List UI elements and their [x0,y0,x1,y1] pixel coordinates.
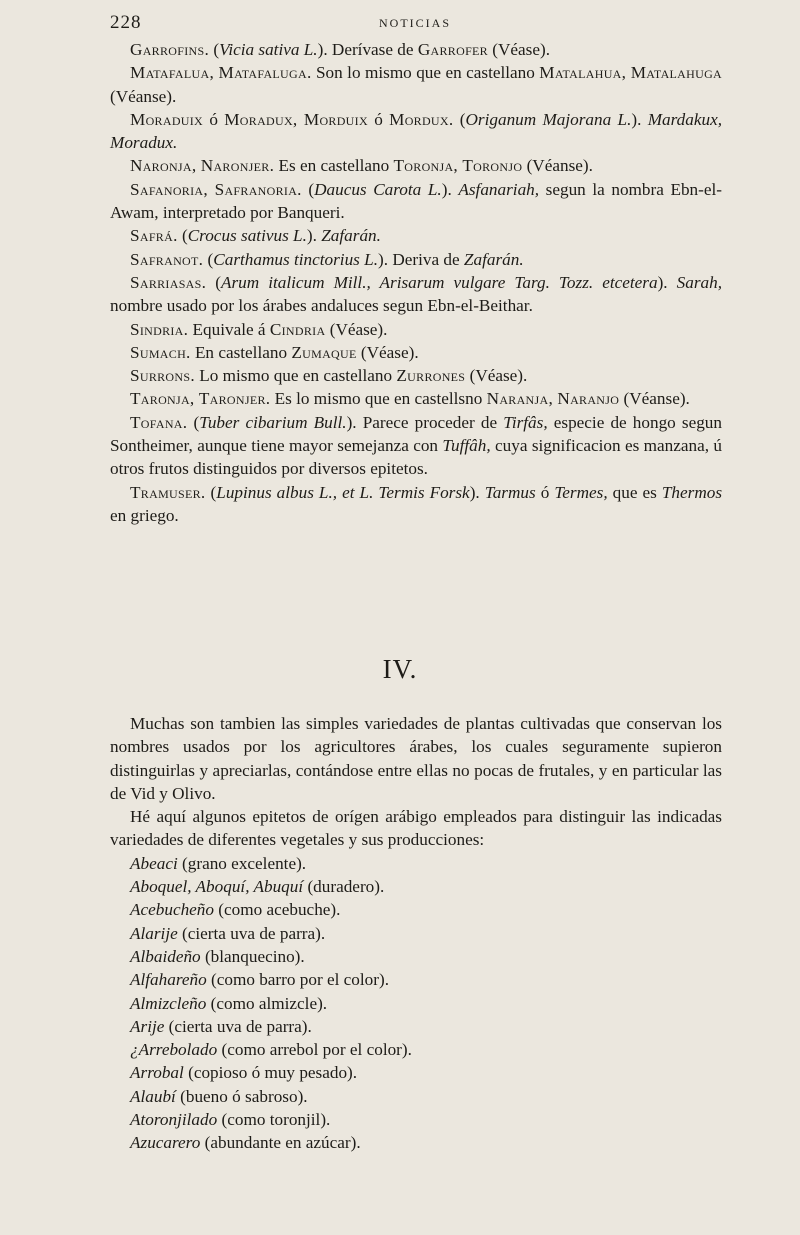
entry-headword: Sindria. [130,319,189,339]
glossary-entry [110,108,722,155]
italic-term: Sarah, [676,272,722,292]
glossary-entry [110,154,722,177]
cross-reference: Matalahuga [630,63,723,83]
italic-term: Tirfâs, [503,412,548,432]
entry-headword: Tofana. [130,412,188,432]
entry-headword: Sarriasas. [130,272,207,292]
page-header [110,12,720,38]
italic-term: Carthamus tinctorius L. [213,249,379,269]
entry-headword: Taronja, [130,389,195,409]
entry-text: ). Derívase de [317,40,418,59]
italic-term: Origanum Majorana L. [465,109,632,129]
entry-text [208,180,215,199]
cross-reference: Toronjo [462,156,523,176]
cross-reference: Zumaque [291,342,357,362]
epithet-term: Abeaci [130,853,178,873]
cross-reference: Moradux, [224,109,298,129]
cross-reference: Garrofer [417,40,488,59]
paragraph: Muchas son tambien las simples variedades de plantas cultivadas que conservan los nombres usados por los agricultores árabes, los cuales seguramente supieron distinguirlas y apreciarlas, contándose entre ellas no pocas de frutales, y en particular las de Vid y Olivo. [110,714,722,803]
glossary-entry [110,224,722,247]
entry-text: cuya significacion es manzana, ú otros frutos distinguidos por diversos epitetos. [110,436,723,479]
paragraph: Hé aquí algunos epitetos de orígen arábigo empleados para distinguir las indicadas variedades de diferentes vegetales y sus producciones: [110,807,722,850]
italic-term: Zafarán. [321,226,381,246]
epithet-gloss: (cierta uva de parra). [177,923,326,943]
entry-text: nombre usado por los árabes andaluces segun Ebn-el-Beithar. [110,296,533,316]
epithet-item [110,852,722,875]
epithet-gloss: (blanquecino). [200,946,305,966]
epithet-item [110,945,722,968]
cross-reference: Matalahua, [539,63,627,83]
glossary-entries [110,38,722,527]
entry-text: en griego. [110,505,179,525]
epithet-term: Alfahareño [130,970,207,990]
glossary-entry [110,481,722,528]
entry-headword: Tramuser. [130,482,206,502]
epithet-item [110,898,722,921]
epithet-gloss: (como barro por el color). [206,970,390,990]
glossary-entry [110,61,722,108]
epithet-term: Alaubí [130,1086,176,1106]
italic-term: Vicia sativa L. [219,40,318,59]
italic-term: Tuber cibarium Bull. [199,412,347,432]
entry-text: ó [535,482,555,502]
epithet-item [110,875,722,898]
entry-text: ). [631,109,648,129]
cross-reference: Naranjo [557,389,620,409]
glossary-entry [110,387,722,410]
entry-headword: Moraduix [130,109,204,129]
cross-reference: Naronjer. [200,156,275,176]
epithet-gloss: (como acebuche). [213,900,341,920]
epithet-term: Acebucheño [130,900,214,920]
epithet-item [110,1038,722,1061]
epithet-gloss: (como toronjil). [217,1110,331,1130]
epithet-item [110,922,722,945]
entry-text: (Véase). [325,319,388,339]
entry-text: (Véanse). [522,156,593,176]
epithet-gloss: (cierta uva de parra). [164,1016,312,1036]
entry-text: ó [367,109,390,129]
page-number: 228 [110,12,142,33]
entry-text: Es en castellano [274,156,394,176]
entry-headword: Safanoria, [130,179,208,199]
entry-text: ). [306,226,322,246]
cross-reference: Morduix [303,109,368,129]
glossary-entry [110,38,722,61]
entry-text: (Véase). [487,40,551,59]
entry-text: ( [453,109,466,129]
epithet-term: Azucarero [130,1133,201,1153]
italic-term: Tarmus [484,482,536,502]
entry-text: segun la nombra Ebn-el-Awam, interpretado por Banqueri. [110,179,723,223]
epithet-item [110,1085,722,1108]
italic-term: Termes, [554,482,608,502]
entry-headword: Sumach. [130,342,191,362]
entry-text: ó [203,109,225,129]
epithet-gloss: (grano excelente). [177,853,307,873]
epithet-item [110,992,722,1015]
glossary-entry [110,318,722,341]
epithet-term: Arije [130,1016,165,1036]
cross-reference: Safranoria. [214,179,302,199]
epithet-term: Atoronjilado [130,1110,218,1130]
entry-text: ( [209,40,220,59]
italic-term: Thermos [661,482,723,502]
epithet-item [110,1131,722,1154]
italic-term: Daucus Carota L. [314,179,442,199]
epithet-gloss: (abundante en azúcar). [200,1133,361,1153]
entry-text: (Véanse). [110,86,177,106]
italic-term: Asfanariah, [458,179,540,199]
epithet-item [110,1015,722,1038]
entry-text: ). [657,272,677,292]
italic-term: Arum italicum Mill., Arisarum vulgare Targ. Tozz. etcetera [220,272,658,292]
cross-reference: Cindria [269,319,326,339]
cross-reference: Taronjer. [198,389,271,409]
entry-text: (Véanse). [619,389,690,409]
entry-text: (Véase). [356,342,419,362]
epithet-item [110,968,722,991]
section-number: IV. [382,654,418,684]
entry-headword: Garrofins. [130,40,210,59]
italic-term: Zafarán. [463,249,524,269]
entry-text: ). [469,482,485,502]
entry-text: ). [441,179,459,199]
epithet-term: Arrobal [130,1063,184,1083]
epithet-item [110,1061,722,1084]
entry-text: En castellano [190,342,292,362]
cross-reference: Matafaluga. [218,63,312,83]
entry-text: especie de hongo segun Sontheimer, aunque tiene mayor semejanza con [110,412,722,456]
entry-text: ). Parece proceder de [346,412,504,432]
glossary-entry [110,271,722,318]
italic-term: Tuffâh, [442,436,491,456]
epithet-gloss: (copioso ó muy pesado). [183,1063,358,1083]
epithet-item [110,1108,722,1131]
entry-text: ( [187,412,200,432]
glossary-entry [110,178,722,225]
entry-text: (Véase). [465,366,528,386]
glossary-entry [110,364,722,387]
italic-term: Mardakux, Moradux. [110,109,722,153]
glossary-entry [110,411,722,481]
entry-text: ( [206,272,221,292]
section-body [110,712,722,1155]
cross-reference: Mordux. [389,109,454,129]
epithet-gloss: (como arrebol por el color). [217,1040,412,1060]
cross-reference: Naranja, [486,389,554,409]
glossary-entry [110,341,722,364]
glossary-entry [110,248,722,271]
entry-headword: Safrá. [130,226,178,246]
entry-headword: Naronja, [130,156,197,176]
entry-text: ( [177,226,188,246]
epithet-term: Alarije [130,923,178,943]
entry-text: ). Deriva de [378,249,464,269]
entry-text: ( [301,179,315,199]
epithet-list [110,852,722,1155]
entry-text: ( [205,482,217,502]
epithet-gloss: (como almizcle). [206,993,328,1013]
epithet-term: Albaideño [130,946,201,966]
epithet-term: Aboquel, Aboquí, Abuquí [130,877,304,897]
entry-headword: Safranot. [130,249,204,269]
entry-text: que es [607,482,662,502]
entry-text: Equivale á [188,319,270,339]
italic-term: Crocus sativus L. [187,226,307,246]
epithet-term: Almizcleño [130,993,207,1013]
epithet-gloss: (duradero). [303,877,385,897]
entry-text: Son lo mismo que en castellano [311,63,540,83]
running-title: NOTICIAS [379,16,451,30]
entry-text: ( [203,249,214,269]
entry-text: Es lo mismo que en castellsno [270,389,487,409]
italic-term: Lupinus albus L., et L. Termis Forsk [216,482,470,502]
cross-reference: Zurrones [396,366,466,386]
epithet-term: ¿Arrebolado [130,1040,218,1060]
epithet-gloss: (bueno ó sabroso). [175,1086,308,1106]
entry-headword: Surrons. [130,366,195,386]
entry-headword: Matafalua, [130,63,215,83]
cross-reference: Toronja, [393,156,459,176]
entry-text: Lo mismo que en castellano [194,366,397,386]
